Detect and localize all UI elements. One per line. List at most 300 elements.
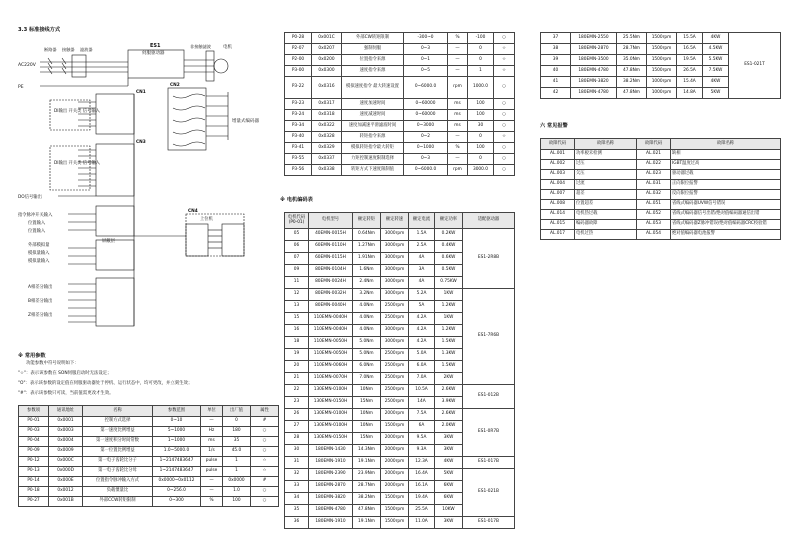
params-cell: 180 [223, 427, 251, 437]
table-row [19, 447, 279, 457]
params-cell: ○ [494, 121, 515, 132]
motor-cell: 3A [409, 265, 435, 277]
params-cell: 0 [468, 132, 494, 143]
motor-cell: 5.0A [409, 349, 435, 361]
params-cell: pulse [201, 457, 223, 467]
table-row [285, 66, 515, 77]
params-cell: 0~1000 [404, 143, 448, 154]
params-cont-table [284, 32, 515, 176]
params-header-cell: 单位 [201, 406, 223, 417]
motor-cell: 130EMN-0150H [309, 397, 353, 409]
table-row [285, 469, 515, 481]
table-row [285, 165, 515, 176]
params-cell: 1~2147483647 [153, 467, 201, 477]
motor-cell: 130EMN-0100H [309, 409, 353, 421]
fault-cell: 省线式编码器信号出错/绝对值编码器通信出错 [671, 210, 781, 220]
motor-title: ※ 电机编码表 [280, 197, 313, 203]
fault-cell: 驱动器过载 [671, 170, 781, 180]
motor-header-cell: 电机代码 (P0-01) [285, 213, 309, 229]
params-cell: 力矩控制速度限制选择 [342, 154, 404, 165]
motor-cell: 2500rpm [381, 373, 409, 385]
params-cell: -100 [468, 33, 494, 44]
table-row [541, 200, 781, 210]
motor-cell: 1500rpm [381, 517, 409, 529]
params-cell: 0x000C [49, 457, 83, 467]
table-row [541, 170, 781, 180]
fault-cell: 位置超差 [575, 200, 637, 210]
motor-cell: 30 [285, 445, 309, 457]
params-cell: ○ [494, 99, 515, 110]
params-cell: 1 [223, 457, 251, 467]
motor-cell: 130EMN-0100H [309, 421, 353, 433]
fault-cell: AL.017 [541, 230, 575, 240]
fault-cell: AL.004 [541, 180, 575, 190]
motor-cell: 2000rpm [381, 469, 409, 481]
motor-cell: 180EMN-2870 [309, 481, 353, 493]
params-cell: 5~1000 [153, 427, 201, 437]
params-cell: # [251, 477, 279, 487]
params-cell: P0-12 [19, 457, 49, 467]
pc-label: 上位机 [200, 217, 213, 222]
motor-cell: 34 [285, 493, 309, 505]
filter-label: 滤波器 [80, 47, 93, 52]
analog-label-2: 模拟量输入 [28, 251, 50, 256]
motor-cell: 3KW [435, 433, 463, 445]
motor-cell: 23.9Nm [353, 469, 381, 481]
contactor-label: 接触器 [62, 47, 75, 52]
motor-cell: 4.2A [409, 337, 435, 349]
motor-cell: 1.3KW [435, 349, 463, 361]
params-cell: ☆ [494, 55, 515, 66]
motor-cell: 26 [285, 409, 309, 421]
params-table [18, 405, 279, 507]
params-cell: 0x001C [312, 33, 342, 44]
motor-cell: 180EMN-3820 [571, 77, 617, 88]
params-header-cell: 通讯地址 [49, 406, 83, 417]
motor-cell: 5.0Nm [353, 349, 381, 361]
params-cell: 1000.0 [468, 77, 494, 99]
motor-cell: 4.5KW [703, 44, 729, 55]
motor-cell: 180EMN-2390 [309, 469, 353, 481]
table-row [541, 33, 781, 44]
params-cell: 第一速度积分时间常数 [83, 437, 153, 447]
table-row [285, 143, 515, 154]
motor-cell: 80EMN-0040H [309, 301, 353, 313]
motor-cell: 0.64Nm [353, 229, 381, 241]
params-cell: 0~3 [404, 154, 448, 165]
fault-cell: 缺相 [671, 150, 781, 160]
motor-cell: 28 [285, 433, 309, 445]
motor-cell: 130EMN-0100H [309, 385, 353, 397]
params-cell: P0-28 [285, 33, 312, 44]
params-cell: ○ [494, 165, 515, 176]
params-cell: P3-24 [285, 110, 312, 121]
motor-cell: 16.4A [409, 469, 435, 481]
motor-cell: 2KW [435, 373, 463, 385]
fault-cell: AL.007 [541, 190, 575, 200]
motor-cell: 6KW [435, 493, 463, 505]
params-cell: ○ [494, 110, 515, 121]
motor-cell: 3.9KW [435, 397, 463, 409]
motor-cell: 42 [541, 88, 571, 99]
motor-cell: 0.6KW [435, 253, 463, 265]
motor-cell: 2500rpm [381, 349, 409, 361]
fault-cell: IGBT温度过高 [671, 160, 781, 170]
params-note-2: "O"：表示该参数的设定值在伺服驱动器处于停机、运行状态中，均可更改，并立刻生效； [18, 381, 193, 386]
motor-cell: 1500rpm [381, 493, 409, 505]
motor-cell: 12.3A [409, 457, 435, 469]
motor-cell: 0.4KW [435, 241, 463, 253]
driver-cell: ES1-2R8B [463, 229, 515, 289]
motor-cell: 7.0Nm [353, 373, 381, 385]
table-row [285, 154, 515, 165]
motor-cell: 2500rpm [381, 385, 409, 397]
params-cell: 3000.0 [468, 165, 494, 176]
motor-cell: 13 [285, 301, 309, 313]
params-cell: 0x0207 [312, 44, 342, 55]
motor-cell: 47.8Nm [617, 88, 647, 99]
motor-cell: 1500rpm [647, 44, 677, 55]
params-cell: 1.0 [223, 487, 251, 497]
fault-cell: AL.051 [637, 200, 671, 210]
motor-cell: 15.5A [677, 33, 703, 44]
motor-cell: 110EMN-0070H [309, 373, 353, 385]
motor-cell: 1KW [435, 313, 463, 325]
motor-cell: 20 [285, 361, 309, 373]
motor-cell: 1.6Nm [353, 265, 381, 277]
params-cell: 1.0~5000.0 [153, 447, 201, 457]
motor-cell: 80EMN-0024H [309, 277, 353, 289]
motor-cell: 4.0Nm [353, 301, 381, 313]
params-cell: 第一位置比例增益 [83, 447, 153, 457]
driver-cell: ES1-012B [463, 385, 515, 409]
table-row [541, 220, 781, 230]
motor-cell: 4KW [703, 33, 729, 44]
motor-cell: 2500rpm [381, 301, 409, 313]
params-cell: 100 [468, 143, 494, 154]
cn4-label: CN4 [188, 209, 198, 214]
params-cell: 0x0337 [312, 154, 342, 165]
params-cell: ○ [251, 427, 279, 437]
params-cell: 0x0329 [312, 143, 342, 154]
params-cell: -300~0 [404, 33, 448, 44]
table-row [19, 487, 279, 497]
params-cell: 100 [223, 497, 251, 507]
motor-cell: 4.2A [409, 325, 435, 337]
table-row [19, 427, 279, 437]
table-row [19, 417, 279, 427]
motor-cell: 12 [285, 289, 309, 301]
motor-cell: 33 [285, 481, 309, 493]
params-cell: 0~3 [404, 44, 448, 55]
params-cell: 0x000E [49, 477, 83, 487]
params-cell: 1 [223, 467, 251, 477]
params-cell: 0~3000 [404, 121, 448, 132]
params-cell: ○ [494, 33, 515, 44]
motor-cell: 14.8A [677, 88, 703, 99]
motor-cell: 4.2A [409, 313, 435, 325]
motor-cell: 07 [285, 253, 309, 265]
motor-cell: 1KW [435, 289, 463, 301]
params-cell: ○ [251, 487, 279, 497]
motor-cell: 2.6KW [435, 385, 463, 397]
params-cell: 100 [468, 110, 494, 121]
params-cell: ○ [494, 77, 515, 99]
params-cell: — [448, 132, 468, 143]
params-cell: 转矩指令来源 [342, 132, 404, 143]
params-cell: P2-00 [285, 55, 312, 66]
params-cell: % [448, 33, 468, 44]
params-header-cell: 参数项 [19, 406, 49, 417]
params-cell: 1~2147483647 [153, 457, 201, 467]
params-cell: ☆ [494, 132, 515, 143]
params-cell: — [448, 44, 468, 55]
motor-cell: 1500rpm [647, 66, 677, 77]
motor-cell: 4.0Nm [353, 325, 381, 337]
fault-cell: AL.001 [541, 150, 575, 160]
params-cell: P3-00 [285, 66, 312, 77]
params-cell: 模拟转矩指令最大转矩 [342, 143, 404, 154]
motor-cell: 11 [285, 277, 309, 289]
params-cell: ○ [494, 154, 515, 165]
motor-cell: 19 [285, 349, 309, 361]
params-header-cell: 属性 [251, 406, 279, 417]
motor-cell: 16 [285, 325, 309, 337]
a-diff-label: A相差分输出 [28, 285, 53, 290]
motor-cell: 39 [541, 55, 571, 66]
driver-cell: ES1-017B [463, 517, 515, 529]
motor-cell: 5.0Nm [353, 337, 381, 349]
params-cell: 速度加速时间 [342, 99, 404, 110]
params-cell: 0~300 [153, 497, 201, 507]
table-row [285, 409, 515, 421]
params-cell: 0~6000.0 [404, 77, 448, 99]
motor-cell: 130EMN-0150H [309, 433, 353, 445]
fault-cell: AL.003 [541, 170, 575, 180]
analog-label-1: 外部模拟量 [28, 243, 50, 248]
params-cell: 0x0338 [312, 165, 342, 176]
params-cell: P3-22 [285, 77, 312, 99]
table-row [541, 190, 781, 200]
params-cell: 第一电子齿轮比分母 [83, 467, 153, 477]
params-header-cell: 出厂值 [223, 406, 251, 417]
params-cell: 0x0004 [49, 437, 83, 447]
table-row [285, 517, 515, 529]
fault-cell: AL.032 [637, 190, 671, 200]
params-cell: 第一速度比例增益 [83, 427, 153, 437]
params-cell: 0x0316 [312, 77, 342, 99]
motor-cell: 1500rpm [381, 505, 409, 517]
fault-cell: 电机过热 [575, 230, 637, 240]
wiring-diagram [18, 36, 280, 356]
params-cell: 0 [468, 55, 494, 66]
cn2-label: CN2 [170, 83, 180, 88]
params-cell: P3-34 [285, 121, 312, 132]
params-cell: ms [448, 121, 468, 132]
table-row [19, 437, 279, 447]
table-row [541, 230, 781, 240]
params-cell: P3-41 [285, 143, 312, 154]
fault-title: 六 常见报警 [540, 123, 568, 129]
motor-cell: 2.4Nm [353, 277, 381, 289]
params-header-cell: 名称 [83, 406, 153, 417]
motor-cell: 2000rpm [381, 445, 409, 457]
motor-cell: 1.27Nm [353, 241, 381, 253]
table-row [19, 457, 279, 467]
driver-cell: ES1-021T [729, 33, 781, 99]
params-cell: P0-14 [19, 477, 49, 487]
motor-cell: 180EMN-1430 [309, 445, 353, 457]
table-row [19, 497, 279, 507]
params-note-1: "☆"：表示该参数在 SON伺服启动时无法设定； [18, 371, 112, 376]
di-group-2: DI输出 开关类 信号输入 [54, 161, 100, 166]
params-cell: % [201, 497, 223, 507]
motor-cell: 25.5Nm [617, 33, 647, 44]
fault-cell: AL.023 [637, 170, 671, 180]
params-cell: % [448, 143, 468, 154]
params-cell: 0x0200 [312, 55, 342, 66]
motor-cell: 10Nm [353, 409, 381, 421]
fault-cell: AL.031 [637, 180, 671, 190]
motor-cell: 1.5KW [435, 361, 463, 373]
params-cell: ☆ [494, 44, 515, 55]
motor-header-cell: 额定功率 [435, 213, 463, 229]
motor-cell: 3000rpm [381, 265, 409, 277]
table-row [285, 289, 515, 301]
params-cell: rpm [448, 77, 468, 99]
params-cell: 0~5 [404, 66, 448, 77]
motor-cell: 22 [285, 385, 309, 397]
motor-cell: 180EMN-1910 [309, 517, 353, 529]
table-row [285, 121, 515, 132]
params-cell: 转矩方式下速度限制值 [342, 165, 404, 176]
motor-cell: 3000rpm [381, 325, 409, 337]
motor-cell: 28.7Nm [617, 44, 647, 55]
params-cell: Hz [201, 427, 223, 437]
params-cell: 0~1 [404, 55, 448, 66]
motor-cell: 21 [285, 373, 309, 385]
table-row [285, 132, 515, 143]
motor-cell: 38.2Nm [617, 77, 647, 88]
motor-cell: 5A [409, 301, 435, 313]
motor-cell: 2500rpm [381, 361, 409, 373]
motor-cell: 3KW [435, 517, 463, 529]
params-cell: ms [448, 110, 468, 121]
motor-cell: 110EMN-0040H [309, 325, 353, 337]
params-cell: ○ [251, 437, 279, 447]
motor-header-cell: 电机型号 [309, 213, 353, 229]
params-cell: — [201, 487, 223, 497]
params-cell: ☆ [251, 457, 279, 467]
table-row [541, 210, 781, 220]
fault-cell: AL.014 [541, 210, 575, 220]
motor-cell: 2.5A [409, 241, 435, 253]
motor-label: 电机 [223, 45, 232, 50]
encoder-label: 增量式编码器 [232, 119, 259, 124]
b-diff-label: B相差分输出 [28, 299, 53, 304]
motor-cell: 19.1Nm [353, 517, 381, 529]
motor-cell: 23 [285, 397, 309, 409]
motor-cell: 180EMN-2870 [571, 44, 617, 55]
motor-cell: 1500rpm [647, 33, 677, 44]
motor-cell: 28.7Nm [353, 481, 381, 493]
table-row [541, 160, 781, 170]
motor-header-cell: 额定电流 [409, 213, 435, 229]
params-cell: ms [201, 437, 223, 447]
params-cell: 100 [468, 99, 494, 110]
motor-cell: 2000rpm [381, 433, 409, 445]
motor-cell: 110EMN-0060H [309, 361, 353, 373]
motor-cell: 19.1Nm [353, 457, 381, 469]
motor-cell: 35 [285, 505, 309, 517]
params-cell: P0-09 [19, 447, 49, 457]
motor-cell: 1.5A [409, 229, 435, 241]
params-cell: P0-18 [19, 487, 49, 497]
pulse-label-1: 指令脉冲开关输入 [18, 213, 53, 218]
params-cell: 1 [468, 66, 494, 77]
motor-cell: 2500rpm [381, 397, 409, 409]
motor-cell: 14.3Nm [353, 445, 381, 457]
motor-cell: 3000rpm [381, 277, 409, 289]
pe-label: PE [18, 85, 24, 90]
table-row [285, 44, 515, 55]
motor-cell: 3000rpm [381, 241, 409, 253]
motor-cell: 7.5KW [703, 66, 729, 77]
motor-cell: 16.1A [409, 481, 435, 493]
fault-header-cell: 故障名称 [671, 139, 781, 150]
params-title: ※ 常用参数 [18, 353, 46, 359]
motor-cell: 2.0KW [435, 421, 463, 433]
motor-cell: 180EMN-2550 [571, 33, 617, 44]
motor-cell: 11.0A [409, 517, 435, 529]
fault-cell: AL.015 [541, 220, 575, 230]
motor-cell: 10KW [435, 505, 463, 517]
motor-cell: 7.0A [409, 373, 435, 385]
fault-cell: 省线式编码器UVW信号错误 [671, 200, 781, 210]
params-cell: 0x0300 [312, 66, 342, 77]
fault-cell: 反向限位报警 [671, 190, 781, 200]
params-cell: 0x0328 [312, 132, 342, 143]
fault-cell: AL.052 [637, 210, 671, 220]
motor-cell: 09 [285, 265, 309, 277]
motor-cell: 180EMN-1910 [309, 457, 353, 469]
params-cell: 0~6000.0 [404, 165, 448, 176]
motor-cell: 27 [285, 421, 309, 433]
params-cell: rpm [448, 165, 468, 176]
driver-cell: ES1-7R6B [463, 289, 515, 385]
params-cell: 强制伺服 [342, 44, 404, 55]
params-cell: — [448, 66, 468, 77]
motor-cell: 60EMN-0110H [309, 241, 353, 253]
params-cell: 0~256.0 [153, 487, 201, 497]
params-cell: 位置指令脉冲输入方式 [83, 477, 153, 487]
params-cell: P2-07 [285, 44, 312, 55]
params-cell: P3-23 [285, 99, 312, 110]
motor-cell: 180EMN-3500 [571, 55, 617, 66]
di-group-1: DI输出 开关类 信号输入 [54, 109, 100, 114]
params-cell: 0~60000 [404, 99, 448, 110]
motor-cell: 15.4A [677, 77, 703, 88]
driver-name: 伺服驱动器 [142, 51, 165, 56]
params-cell: — [448, 55, 468, 66]
fault-cell: 过压 [575, 160, 637, 170]
fault-cell: AL.022 [637, 160, 671, 170]
fault-cell: 功率板未检测 [575, 150, 637, 160]
motor-cell: 32 [285, 469, 309, 481]
params-cell: 控制方式选择 [83, 417, 153, 427]
motor-cell: 180EMN-4780 [309, 505, 353, 517]
params-cell: 0x0009 [49, 447, 83, 457]
